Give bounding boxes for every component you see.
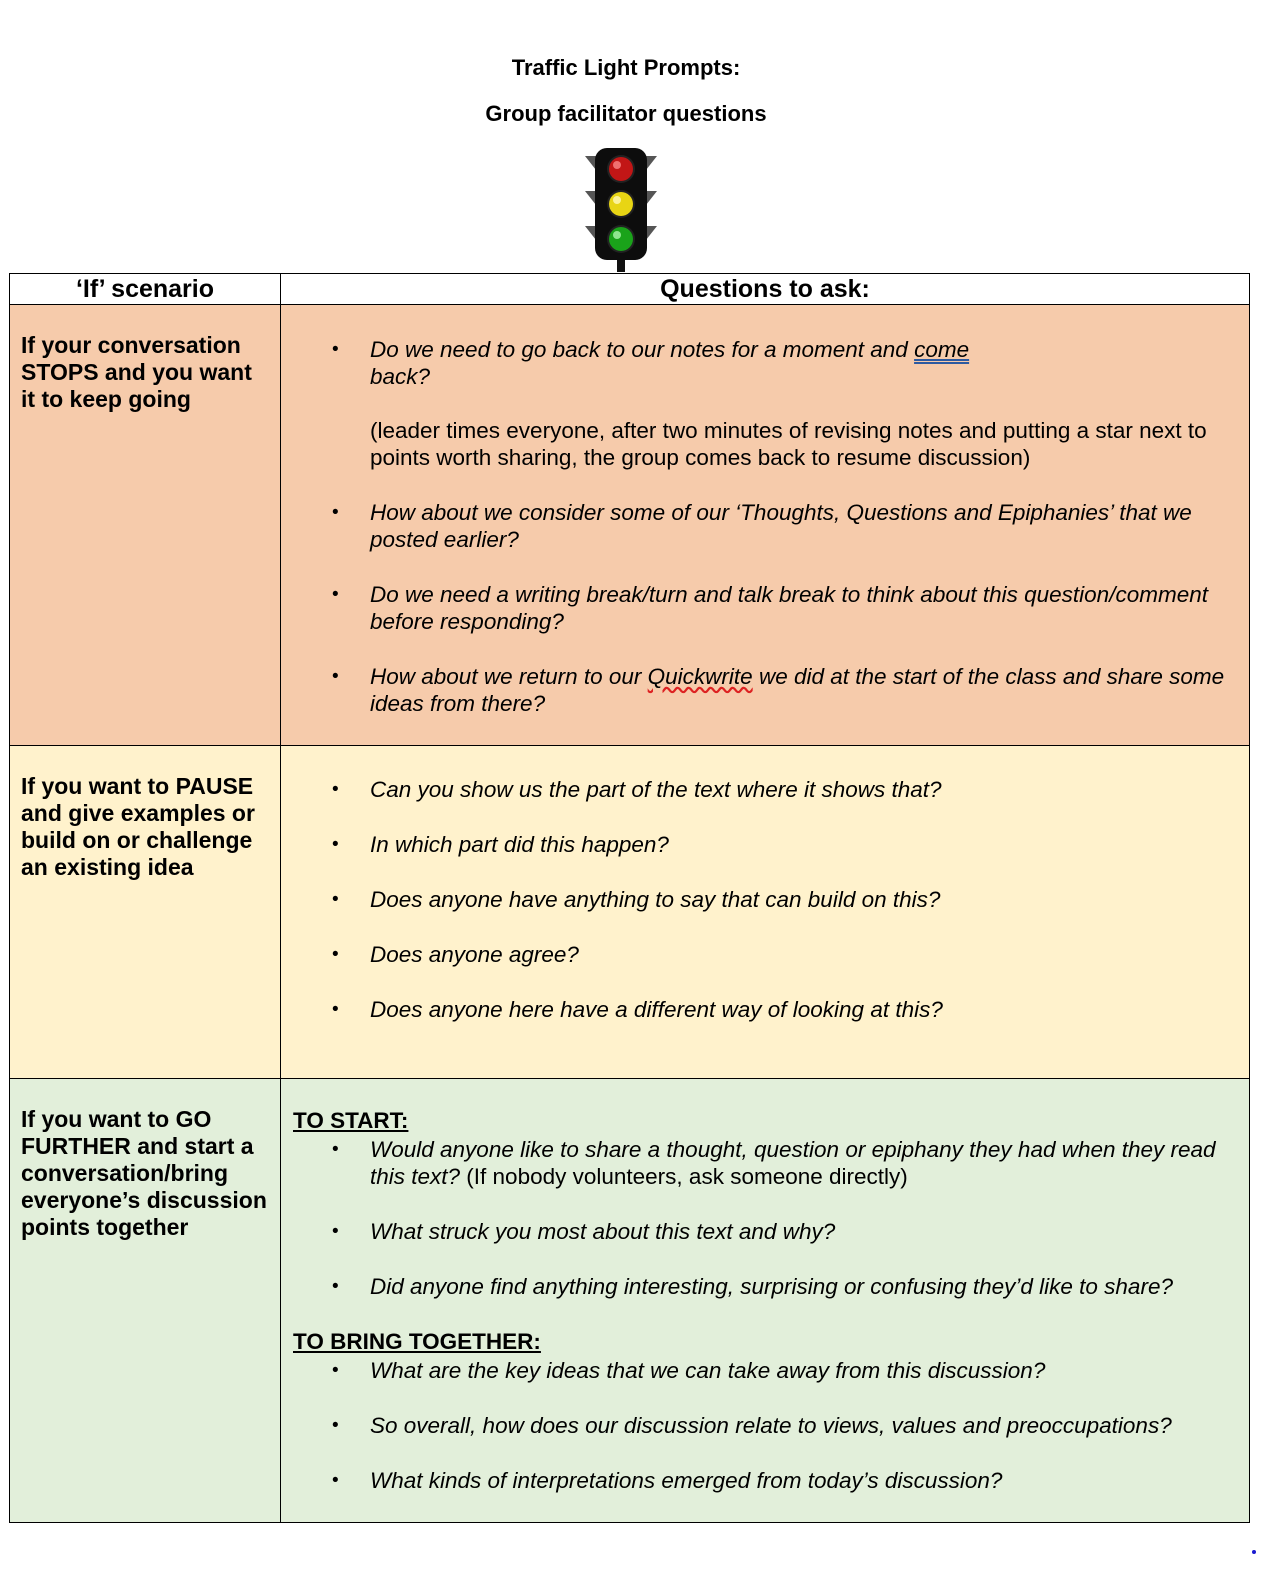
list-item: • How about we consider some of our ‘Thoughts, Questions and Epiphanies’ that we posted earlier? xyxy=(332,500,1192,552)
list-item: • In which part did this happen? xyxy=(332,832,669,857)
list-item: • Did anyone find anything interesting, surprising or confusing they’d like to share? xyxy=(332,1274,1173,1299)
list-item: • What are the key ideas that we can take away from this discussion? xyxy=(332,1358,1046,1383)
list-item: • Can you show us the part of the text where it shows that? xyxy=(332,777,942,802)
column-header-scenario: ‘If’ scenario xyxy=(10,274,281,305)
scenario-cell xyxy=(10,746,281,1079)
question-text: Do we need a writing break/turn and talk break to think about this question/comment before responding? xyxy=(370,582,1208,634)
prompts-table xyxy=(9,273,1250,1523)
section-heading-start: TO START: xyxy=(293,1108,409,1133)
list-item: • What kinds of interpretations emerged from today’s discussion? xyxy=(332,1468,1003,1493)
question-text: Does anyone have anything to say that can build on this? xyxy=(370,887,941,912)
table-row-pause xyxy=(10,746,1250,1079)
question-list xyxy=(293,1136,1235,1300)
list-item: • Do we need to go back to our notes for a moment and come back? (leader times everyone, after two minutes of revising notes and putting a star next to points worth sharing, the group comes back to resume discussion) xyxy=(293,336,1235,471)
scenario-text: If you want to GO FURTHER and start a conversation/bring everyone’s discussion points together xyxy=(21,1106,267,1240)
table-row-stops xyxy=(10,305,1250,746)
page-subtitle: Group facilitator questions xyxy=(485,101,767,126)
list-item: • Do we need a writing break/turn and talk break to think about this question/comment before responding? xyxy=(332,582,1208,634)
list-item: • Does anyone have anything to say that can build on this? xyxy=(332,887,941,912)
questions-cell xyxy=(281,305,1250,746)
list-item: • So overall, how does our discussion relate to views, values and preoccupations? xyxy=(332,1413,1172,1438)
list-item: • How about we return to our Quickwrite we did at the start of the class and share some ideas from there? xyxy=(332,664,1225,716)
column-header-questions: Questions to ask: xyxy=(281,274,1250,305)
list-item: • Would anyone like to share a thought, question or epiphany they had when they read this text? (If nobody volunteers, ask someone directly) xyxy=(332,1137,1216,1189)
table-row-go-further xyxy=(10,1079,1250,1523)
scenario-text: If your conversation STOPS and you want it to keep going xyxy=(21,332,252,412)
list-item: • Does anyone here have a different way of looking at this? xyxy=(332,997,943,1022)
page-title: Traffic Light Prompts: xyxy=(511,55,741,80)
question-text: Do we need to go back to our notes for a moment and come back? xyxy=(370,337,970,389)
question-text: How about we consider some of our ‘Thoughts, Questions and Epiphanies’ that we posted earlier? xyxy=(370,500,1192,552)
section-heading-bring-together: TO BRING TOGETHER: xyxy=(293,1329,541,1354)
question-note: (If nobody volunteers, ask someone directly) xyxy=(460,1164,908,1189)
list-item: • What struck you most about this text and why? xyxy=(332,1219,836,1244)
scenario-cell xyxy=(10,305,281,746)
scenario-text: If you want to PAUSE and give examples or build on or challenge an existing idea xyxy=(21,773,255,880)
question-text: What are the key ideas that we can take away from this discussion? xyxy=(370,1358,1046,1383)
question-text: Does anyone here have a different way of looking at this? xyxy=(370,997,943,1022)
questions-cell xyxy=(281,746,1250,1079)
table-header-row xyxy=(10,274,1250,305)
question-text: Does anyone agree? xyxy=(370,942,579,967)
scenario-cell xyxy=(10,1079,281,1523)
question-note: (leader times everyone, after two minutes of revising notes and putting a star next to points worth sharing, the group comes back to resume discussion) xyxy=(370,418,1207,470)
question-text: What kinds of interpretations emerged from today’s discussion? xyxy=(370,1468,1003,1493)
question-text: So overall, how does our discussion relate to views, values and preoccupations? xyxy=(370,1413,1172,1438)
question-text: In which part did this happen? xyxy=(370,832,669,857)
question-text: Did anyone find anything interesting, surprising or confusing they’d like to share? xyxy=(370,1274,1173,1299)
question-text: Would anyone like to share a thought, question or epiphany they had when they read this text? xyxy=(370,1137,1216,1189)
question-list xyxy=(293,336,1235,717)
page-corner-mark xyxy=(1252,1550,1256,1554)
question-text: What struck you most about this text and why? xyxy=(370,1219,836,1244)
question-list xyxy=(293,1357,1235,1494)
list-item: • Does anyone agree? xyxy=(332,942,579,967)
traffic-light-icon xyxy=(582,146,660,272)
question-text: How about we return to our Quickwrite we did at the start of the class and share some ideas from there? xyxy=(370,664,1225,716)
question-text: Can you show us the part of the text where it shows that? xyxy=(370,777,942,802)
questions-cell xyxy=(281,1079,1250,1523)
question-list xyxy=(293,776,1235,1023)
